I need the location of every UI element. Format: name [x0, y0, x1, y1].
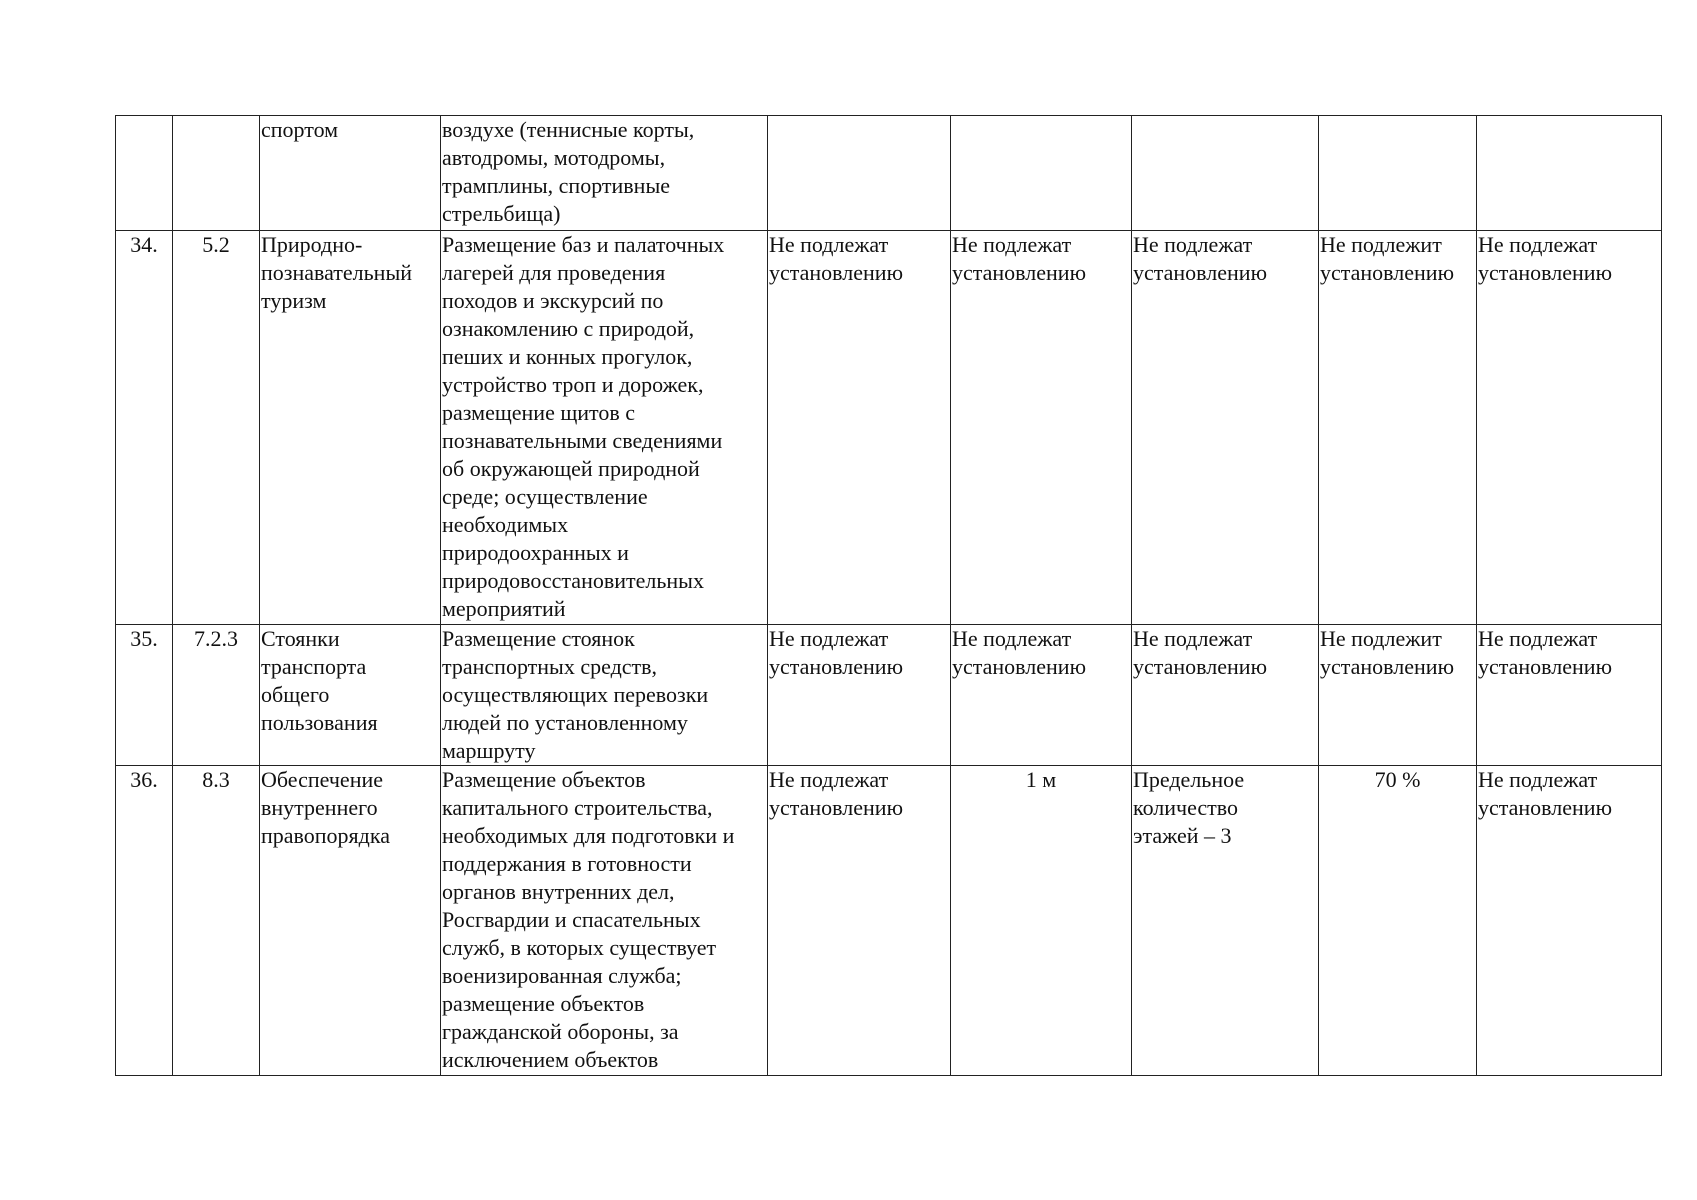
param-cell-6: [951, 116, 1132, 231]
param-cell-7: [1132, 116, 1319, 231]
param-cell-9: Не подлежат установлению: [1477, 766, 1662, 1076]
param-cell-6: Не подлежат установлению: [951, 625, 1132, 766]
row-number-cell: [116, 116, 173, 231]
use-name-cell: Обеспечение внутреннего правопорядка: [260, 766, 441, 1076]
param-cell-5: Не подлежат установлению: [768, 625, 951, 766]
regulations-table: [115, 115, 1662, 1076]
param-cell-5: Не подлежат установлению: [768, 231, 951, 625]
row-number-cell: 35.: [116, 625, 173, 766]
param-cell-5: Не подлежат установлению: [768, 766, 951, 1076]
param-cell-9: Не подлежат установлению: [1477, 231, 1662, 625]
param-cell-5: [768, 116, 951, 231]
param-cell-8: Не подлежит установлению: [1319, 625, 1477, 766]
description-cell: воздухе (теннисные корты, автодромы, мотодромы, трамплины, спортивные стрельбища): [441, 116, 768, 231]
table-row: [116, 231, 1662, 625]
param-cell-9: [1477, 116, 1662, 231]
param-cell-7: Предельное количество этажей – 3: [1132, 766, 1319, 1076]
param-cell-7: Не подлежат установлению: [1132, 625, 1319, 766]
param-cell-9: Не подлежат установлению: [1477, 625, 1662, 766]
code-cell: 8.3: [173, 766, 260, 1076]
description-cell: Размещение баз и палаточных лагерей для проведения походов и экскурсий по ознакомлению с природой, пеших и конных прогулок, устройство троп и дорожек, размещение щитов с познавательными сведениями об окружающей природной среде; осуществление необходимых природоохранных и природовосстановительных мероприятий: [441, 231, 768, 625]
code-cell: 5.2: [173, 231, 260, 625]
use-name-cell: Стоянки транспорта общего пользования: [260, 625, 441, 766]
row-number-cell: 36.: [116, 766, 173, 1076]
code-cell: 7.2.3: [173, 625, 260, 766]
use-name-cell: спортом: [260, 116, 441, 231]
row-number-cell: 34.: [116, 231, 173, 625]
param-cell-6: 1 м: [951, 766, 1132, 1076]
param-cell-8: 70 %: [1319, 766, 1477, 1076]
table-row: [116, 625, 1662, 766]
param-cell-7: Не подлежат установлению: [1132, 231, 1319, 625]
param-cell-6: Не подлежат установлению: [951, 231, 1132, 625]
table-row: [116, 766, 1662, 1076]
use-name-cell: Природно- познавательный туризм: [260, 231, 441, 625]
param-cell-8: Не подлежит установлению: [1319, 231, 1477, 625]
code-cell: [173, 116, 260, 231]
table-row: [116, 116, 1662, 231]
description-cell: Размещение стоянок транспортных средств, осуществляющих перевозки людей по установленному маршруту: [441, 625, 768, 766]
description-cell: Размещение объектов капитального строительства, необходимых для подготовки и поддержания в готовности органов внутренних дел, Росгвардии и спасательных служб, в которых существует военизированная служба; размещение объектов гражданской обороны, за исключением объектов: [441, 766, 768, 1076]
param-cell-8: [1319, 116, 1477, 231]
